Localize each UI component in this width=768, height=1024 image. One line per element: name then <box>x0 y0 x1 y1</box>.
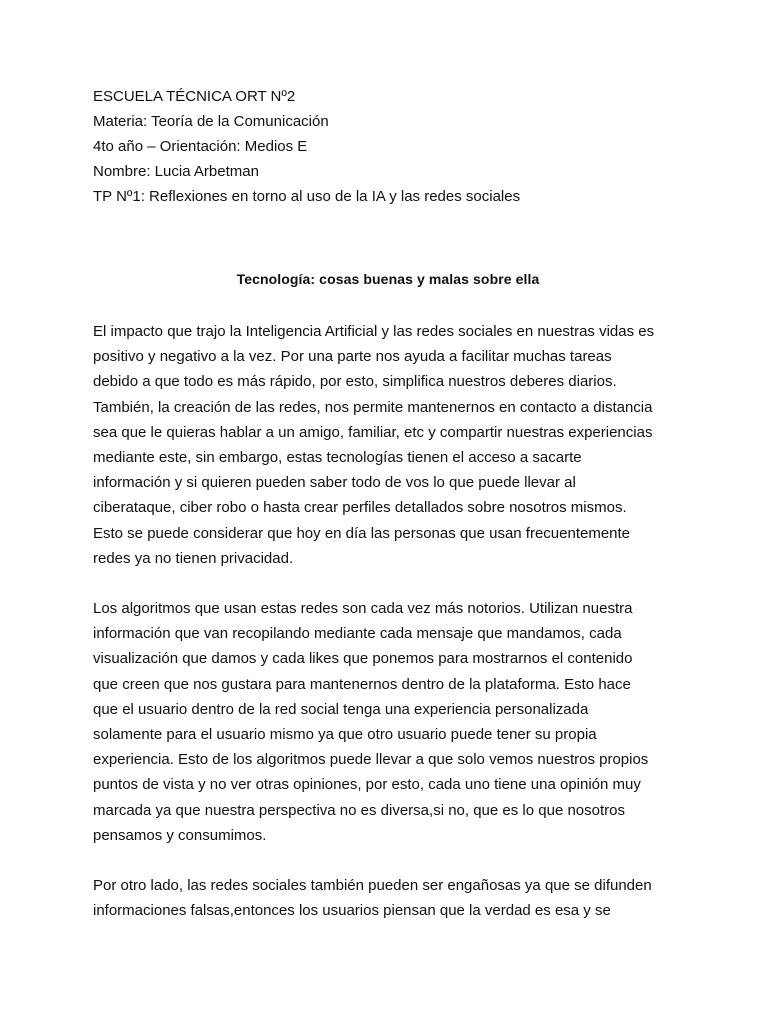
paragraph-line: pensamos y consumimos. <box>93 826 267 844</box>
year-orientation-line: 4to año – Orientación: Medios E <box>93 138 308 155</box>
paragraph-line: solamente para el usuario mismo ya que otro usuario puede tener su propia <box>93 726 597 744</box>
document-page <box>93 84 683 923</box>
paragraph-line: mediante este, sin embargo, estas tecnologías tienen el acceso a sacarte <box>93 449 582 467</box>
paragraph-2 <box>93 596 683 848</box>
paragraph-line: que el usuario dentro de la red social tenga una experiencia personalizada <box>93 700 589 718</box>
paragraph-line: informaciones falsas,entonces los usuarios piensan que la verdad es esa y se <box>93 902 611 920</box>
student-name-line: Nombre: Lucia Arbetman <box>93 163 259 180</box>
paragraph-1 <box>93 319 683 571</box>
paragraph-line: sea que le quieras hablar a un amigo, familiar, etc y compartir nuestras experiencias <box>93 423 653 441</box>
paragraph-line: Los algoritmos que usan estas redes son cada vez más notorios. Utilizan nuestra <box>93 600 633 618</box>
paragraph-line: información que van recopilando mediante cada mensaje que mandamos, cada <box>93 625 622 643</box>
document-header <box>93 84 683 209</box>
school-name: ESCUELA TÉCNICA ORT Nº2 <box>93 88 296 105</box>
paragraph-line: redes ya no tienen privacidad. <box>93 549 294 567</box>
paragraph-line: debido a que todo es más rápido, por esto, simplifica nuestros deberes diarios. <box>93 373 617 391</box>
paragraph-line: Por otro lado, las redes sociales también pueden ser engañosas ya que se difunden <box>93 877 652 895</box>
paragraph-line: El impacto que trajo la Inteligencia Artificial y las redes sociales en nuestras vidas es <box>93 323 655 340</box>
paragraph-line: También, la creación de las redes, nos permite mantenernos en contacto a distancia <box>93 398 653 416</box>
paragraph-line: visualización que damos y cada likes que ponemos para mostrarnos el contenido <box>93 650 633 668</box>
paragraph-line: información y si quieren pueden saber todo de vos lo que puede llevar al <box>93 474 576 492</box>
paragraph-3 <box>93 873 683 923</box>
paragraph-line: positivo y negativo a la vez. Por una parte nos ayuda a facilitar muchas tareas <box>93 348 612 366</box>
paragraph-line: Esto se puede considerar que hoy en día las personas que usan frecuentemente <box>93 524 631 542</box>
paragraph-line: puntos de vista y no ver otras opiniones, por esto, cada uno tiene una opinión muy <box>93 776 641 794</box>
assignment-line: TP Nº1: Reflexiones en torno al uso de la IA y las redes sociales <box>93 188 521 205</box>
document-title: Tecnología: cosas buenas y malas sobre ella <box>236 271 540 287</box>
paragraph-line: que creen que nos gustara para mantenernos dentro de la plataforma. Esto hace <box>93 675 631 693</box>
paragraph-line: experiencia. Esto de los algoritmos puede llevar a que solo vemos nuestros propios <box>93 751 649 769</box>
subject-line: Materia: Teoría de la Comunicación <box>93 113 329 130</box>
paragraph-line: marcada ya que nuestra perspectiva no es diversa,si no, que es lo que nosotros <box>93 801 625 819</box>
paragraph-line: ciberataque, ciber robo o hasta crear perfiles detallados sobre nosotros mismos. <box>93 499 627 517</box>
